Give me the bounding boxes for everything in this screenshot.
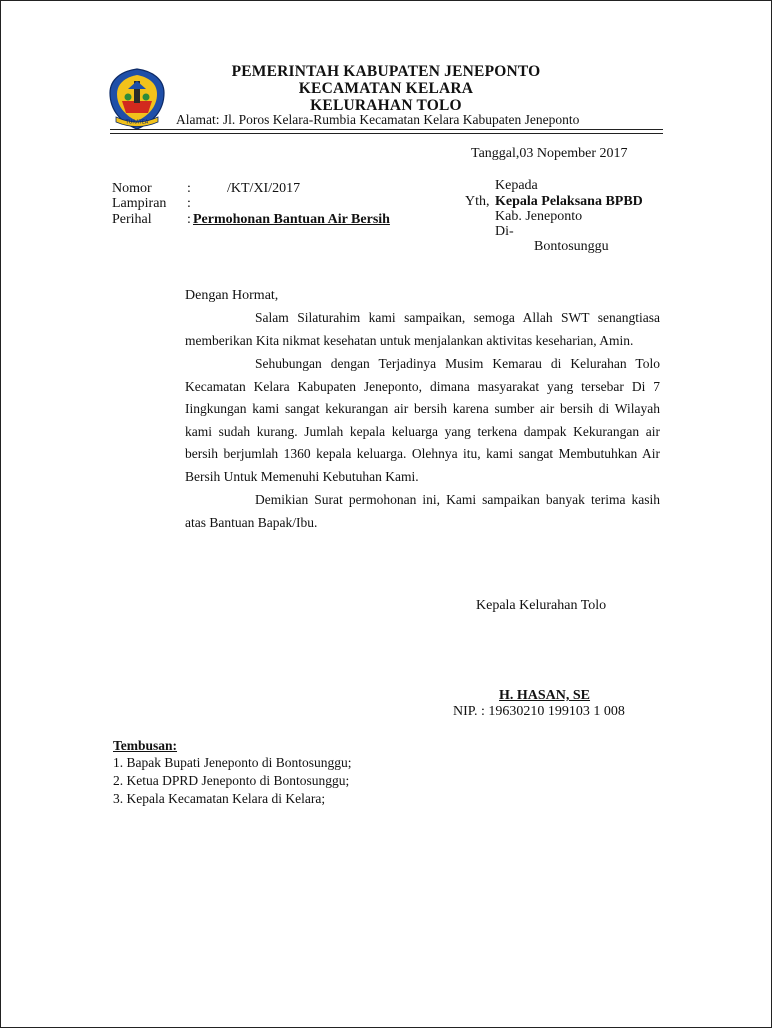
body-paragraph-request: Sehubungan dengan Terjadinya Musim Kemarau di Kelurahan Tolo Kecamatan Kelara Kabupaten Jeneponto, dimana masyarakat yang tersebar Di 7 Iingkungan kami sangat kekurangan air bersih karena sumber air bersih di Wilayah kami sudah kurang. Jumlah kepala keluarga yang terkena dampak Kekurangan air bersih berjumlah 1360 kepala keluarga. Olehnya itu, kami sangat Membutuhkan Air Bersih Untuk Memenuhi Kebutuhan Kami.: [185, 356, 660, 484]
letterhead-government: PEMERINTAH KABUPATEN JENEPONTO: [231, 63, 541, 80]
recipient-yth: Yth,: [465, 194, 490, 209]
nomor-label: Nomor: [112, 181, 152, 196]
nomor-separator: :: [187, 181, 191, 196]
letter-body: [185, 307, 660, 534]
tembusan-heading: Tembusan:: [113, 738, 178, 753]
letter-date: Tanggal,03 Nopember 2017: [471, 146, 628, 161]
signature-nip: NIP. : 19630210 199103 1 008: [453, 704, 625, 719]
body-paragraph-closing: Demikian Surat permohonan ini, Kami sampaikan banyak terima kasih atas Bantuan Bapak/Ibu.: [185, 492, 660, 530]
signature-title: Kepala Kelurahan Tolo: [476, 598, 607, 613]
letterhead-district: KECAMATAN KELARA: [298, 80, 474, 97]
salutation: Dengan Hormat,: [185, 288, 279, 303]
regency-logo-emblem: [108, 67, 166, 131]
letterhead-divider-thin: [110, 133, 663, 134]
tembusan-item: 2. Ketua DPRD Jeneponto di Bontosunggu;: [113, 773, 350, 788]
lampiran-label: Lampiran: [112, 196, 167, 211]
letterhead-village: KELURAHAN TOLO: [310, 97, 462, 114]
logo-motto: TURATEA: [125, 119, 149, 126]
tembusan-item: 3. Kepala Kecamatan Kelara di Kelara;: [113, 791, 326, 806]
letterhead-divider-thick: [110, 129, 663, 130]
recipient-city: Bontosunggu: [534, 239, 609, 254]
recipient-kepada: Kepada: [495, 178, 538, 193]
signature-name: H. HASAN, SE: [499, 688, 591, 703]
recipient-regency: Kab. Jeneponto: [495, 209, 583, 224]
perihal-label: Perihal: [112, 212, 152, 227]
tembusan-item: 1. Bapak Bupati Jeneponto di Bontosunggu;: [113, 755, 352, 770]
perihal-separator: :: [187, 212, 191, 227]
body-paragraph-greeting: Salam Silaturahim kami sampaikan, semoga Allah SWT senangtiasa memberikan Kita nikmat kesehatan untuk menjalankan aktivitas keseharian, Amin.: [185, 310, 660, 348]
letterhead-address: Alamat: Jl. Poros Kelara-Rumbia Kecamatan Kelara Kabupaten Jeneponto: [176, 112, 580, 127]
recipient-name: Kepala Pelaksana BPBD: [495, 194, 643, 209]
lampiran-separator: :: [187, 196, 191, 211]
perihal-subject: Permohonan Bantuan Air Bersih: [193, 212, 390, 227]
nomor-value: /KT/XI/2017: [227, 181, 301, 196]
recipient-di: Di-: [495, 224, 514, 239]
